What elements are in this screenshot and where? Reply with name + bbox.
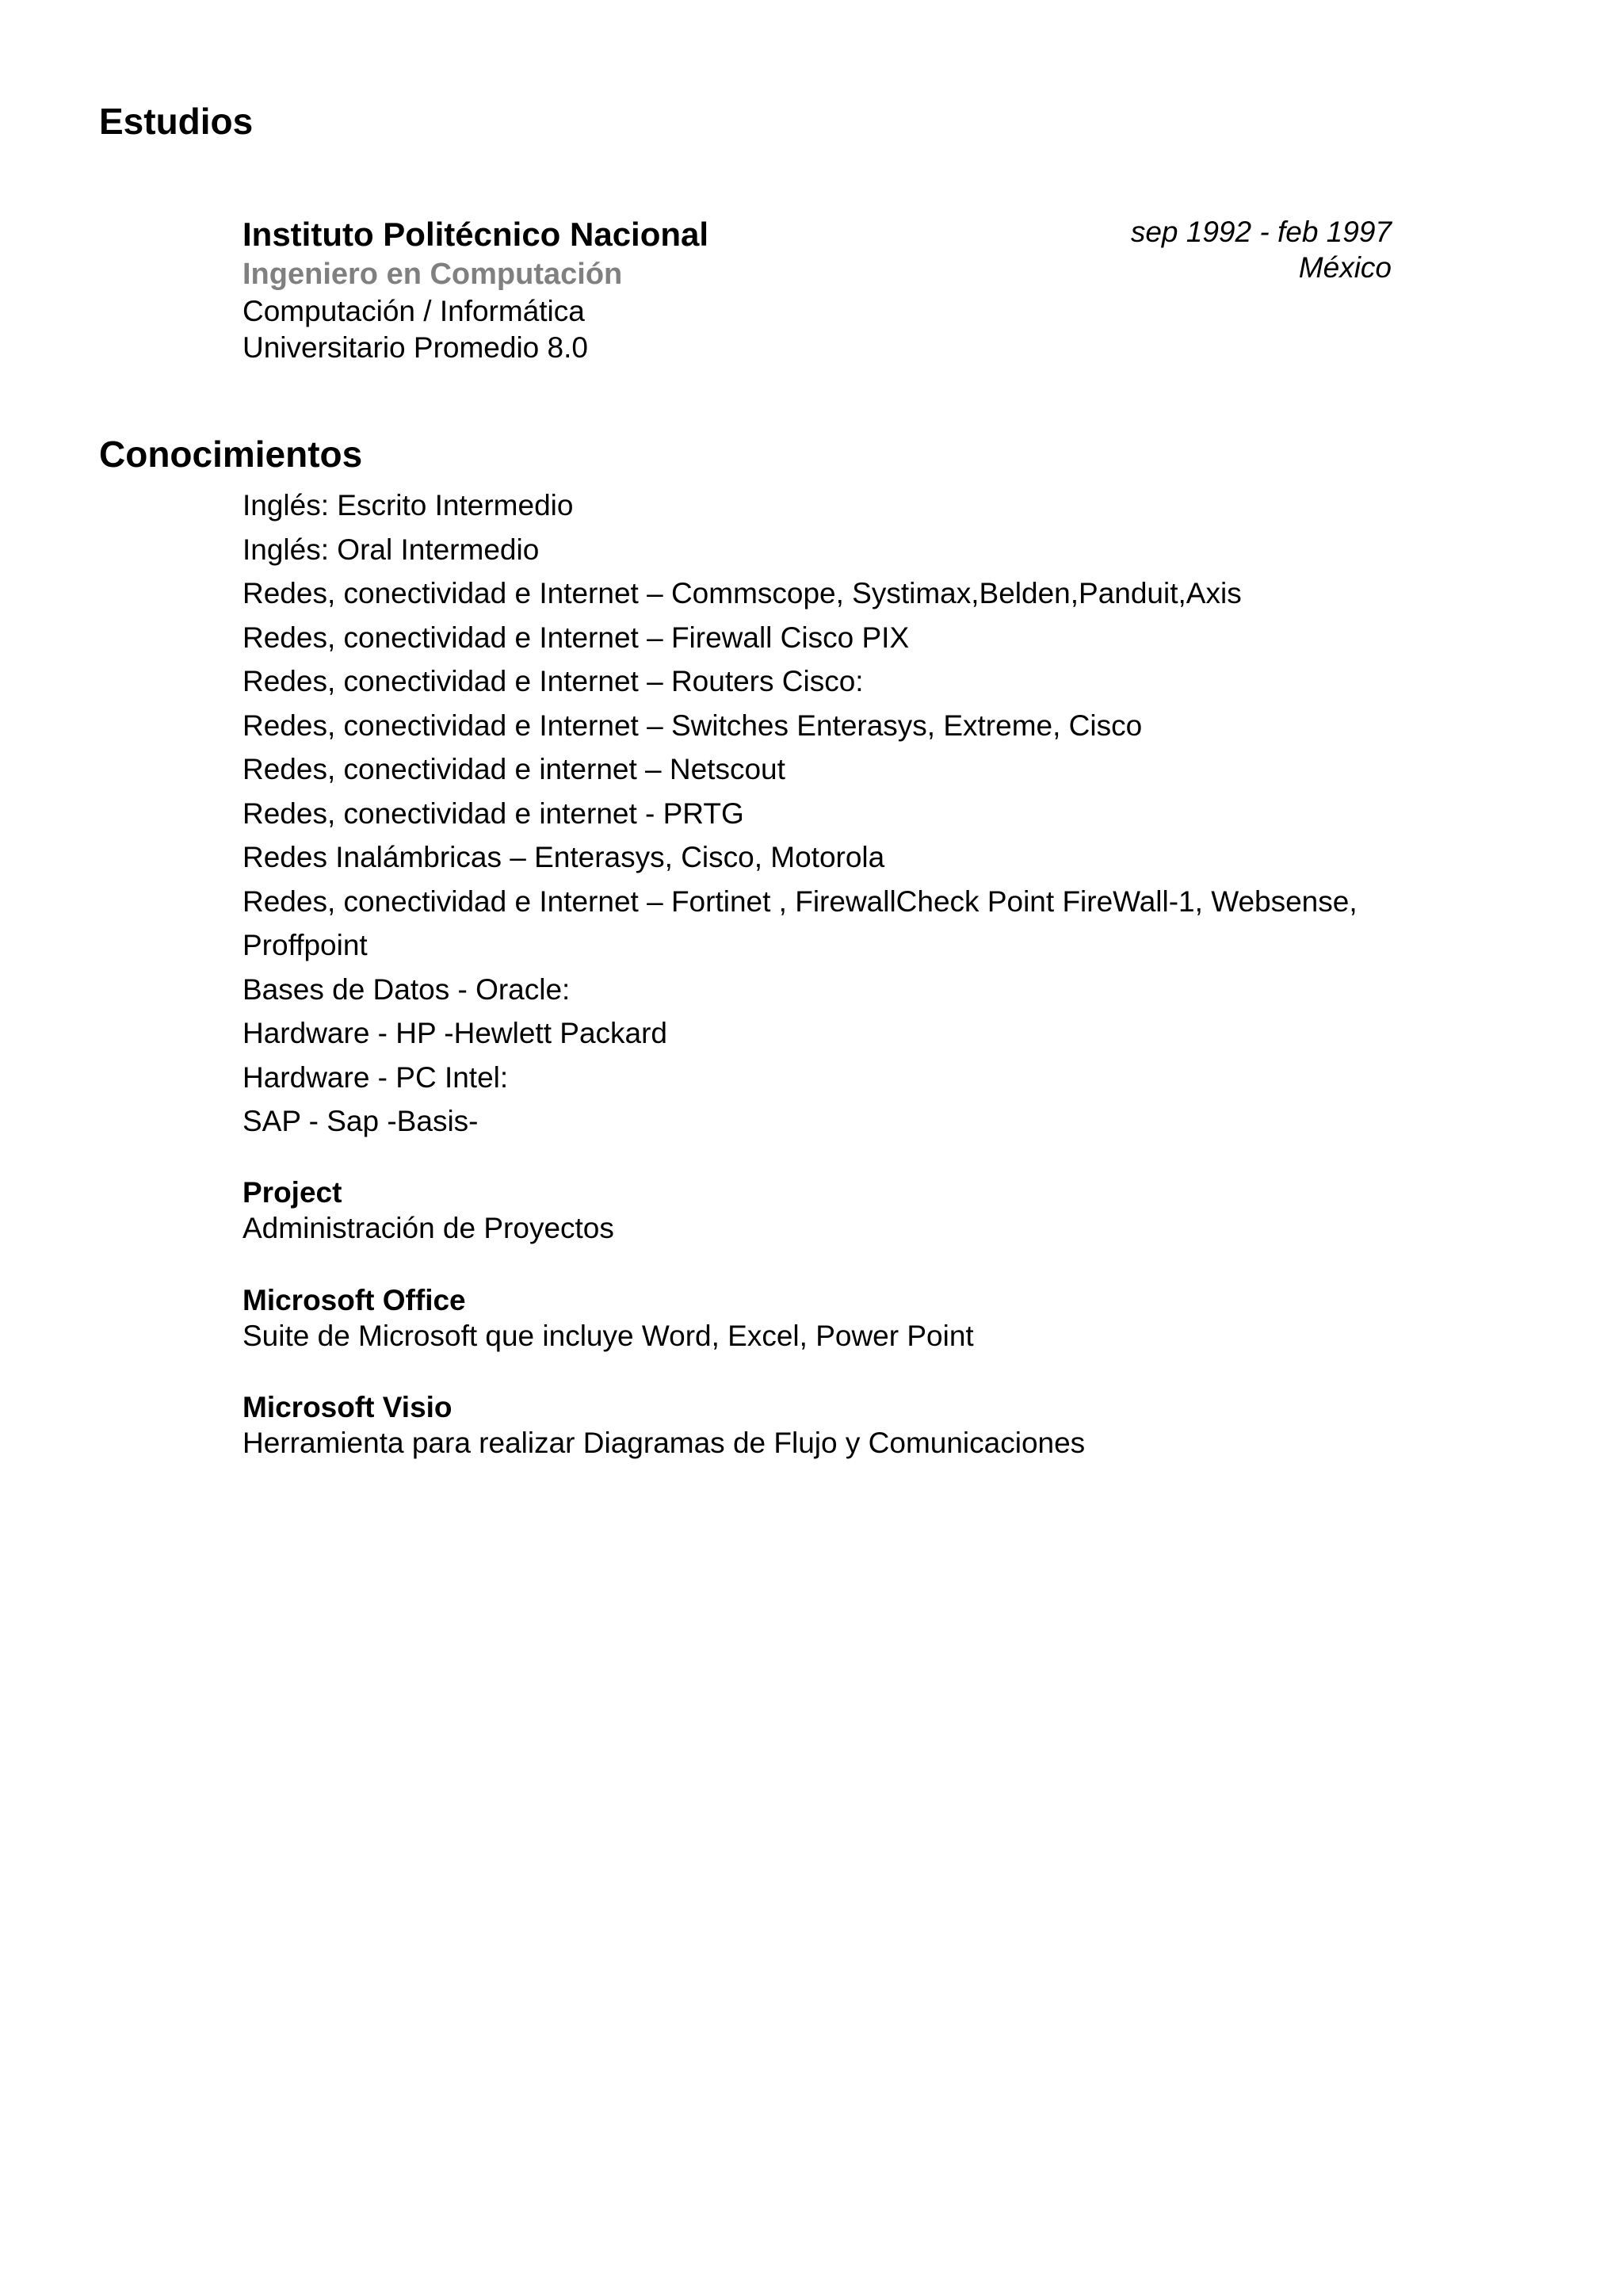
- skill-item: Proffpoint: [242, 929, 368, 961]
- skill-item: Redes, conectividad e Internet – Routers Cisco:: [242, 665, 864, 697]
- education-entry: [242, 214, 1392, 366]
- section-title-conocimientos: Conocimientos: [99, 434, 363, 475]
- tool-name: Microsoft Office: [242, 1284, 466, 1316]
- tool-entry-microsoft-office: [242, 1282, 1431, 1354]
- skills-list: [242, 483, 1431, 1144]
- skill-item: Hardware - PC Intel:: [242, 1060, 509, 1094]
- skill-item: Redes, conectividad e internet - PRTG: [242, 797, 744, 830]
- skill-item: Redes, conectividad e Internet – Switches Enterasys, Extreme, Cisco: [242, 709, 1143, 742]
- education-location: México: [1298, 251, 1392, 284]
- skill-item: Redes, conectividad e Internet – Fortinet , FirewallCheck Point FireWall-1, Websense,: [242, 884, 1358, 918]
- education-dates: sep 1992 - feb 1997: [1130, 216, 1392, 248]
- skill-item: Redes, conectividad e Internet – Firewall Cisco PIX: [242, 621, 910, 654]
- tool-entry-project: [242, 1175, 1431, 1246]
- tool-entry-microsoft-visio: [242, 1389, 1431, 1461]
- tool-description: Herramienta para realizar Diagramas de Flujo y Comunicaciones: [242, 1427, 1086, 1459]
- tool-description: Suite de Microsoft que incluye Word, Excel, Power Point: [242, 1320, 974, 1352]
- tool-description: Administración de Proyectos: [242, 1212, 614, 1244]
- skill-item: Redes, conectividad e internet – Netscout: [242, 753, 785, 785]
- section-title-estudios: Estudios: [99, 101, 254, 142]
- skill-item: SAP - Sap -Basis-: [242, 1105, 479, 1137]
- skill-item: Hardware - HP -Hewlett Packard: [242, 1017, 667, 1049]
- tool-name: Microsoft Visio: [242, 1391, 453, 1423]
- skill-item: Inglés: Escrito Intermedio: [242, 489, 574, 521]
- tool-name: Project: [242, 1176, 342, 1209]
- education-institution: Instituto Politécnico Nacional: [242, 216, 709, 253]
- education-degree: Ingeniero en Computación: [242, 258, 623, 291]
- skill-item: Redes, conectividad e Internet – Commscope, Systimax,Belden,Panduit,Axis: [242, 577, 1242, 609]
- skill-item: Redes Inalámbricas – Enterasys, Cisco, Motorola: [242, 841, 885, 873]
- skill-item: Bases de Datos - Oracle:: [242, 972, 571, 1006]
- education-field: Computación / Informática: [242, 295, 585, 327]
- skill-item: Inglés: Oral Intermedio: [242, 533, 540, 566]
- education-meta: [1131, 214, 1392, 285]
- education-level: Universitario Promedio 8.0: [242, 331, 588, 364]
